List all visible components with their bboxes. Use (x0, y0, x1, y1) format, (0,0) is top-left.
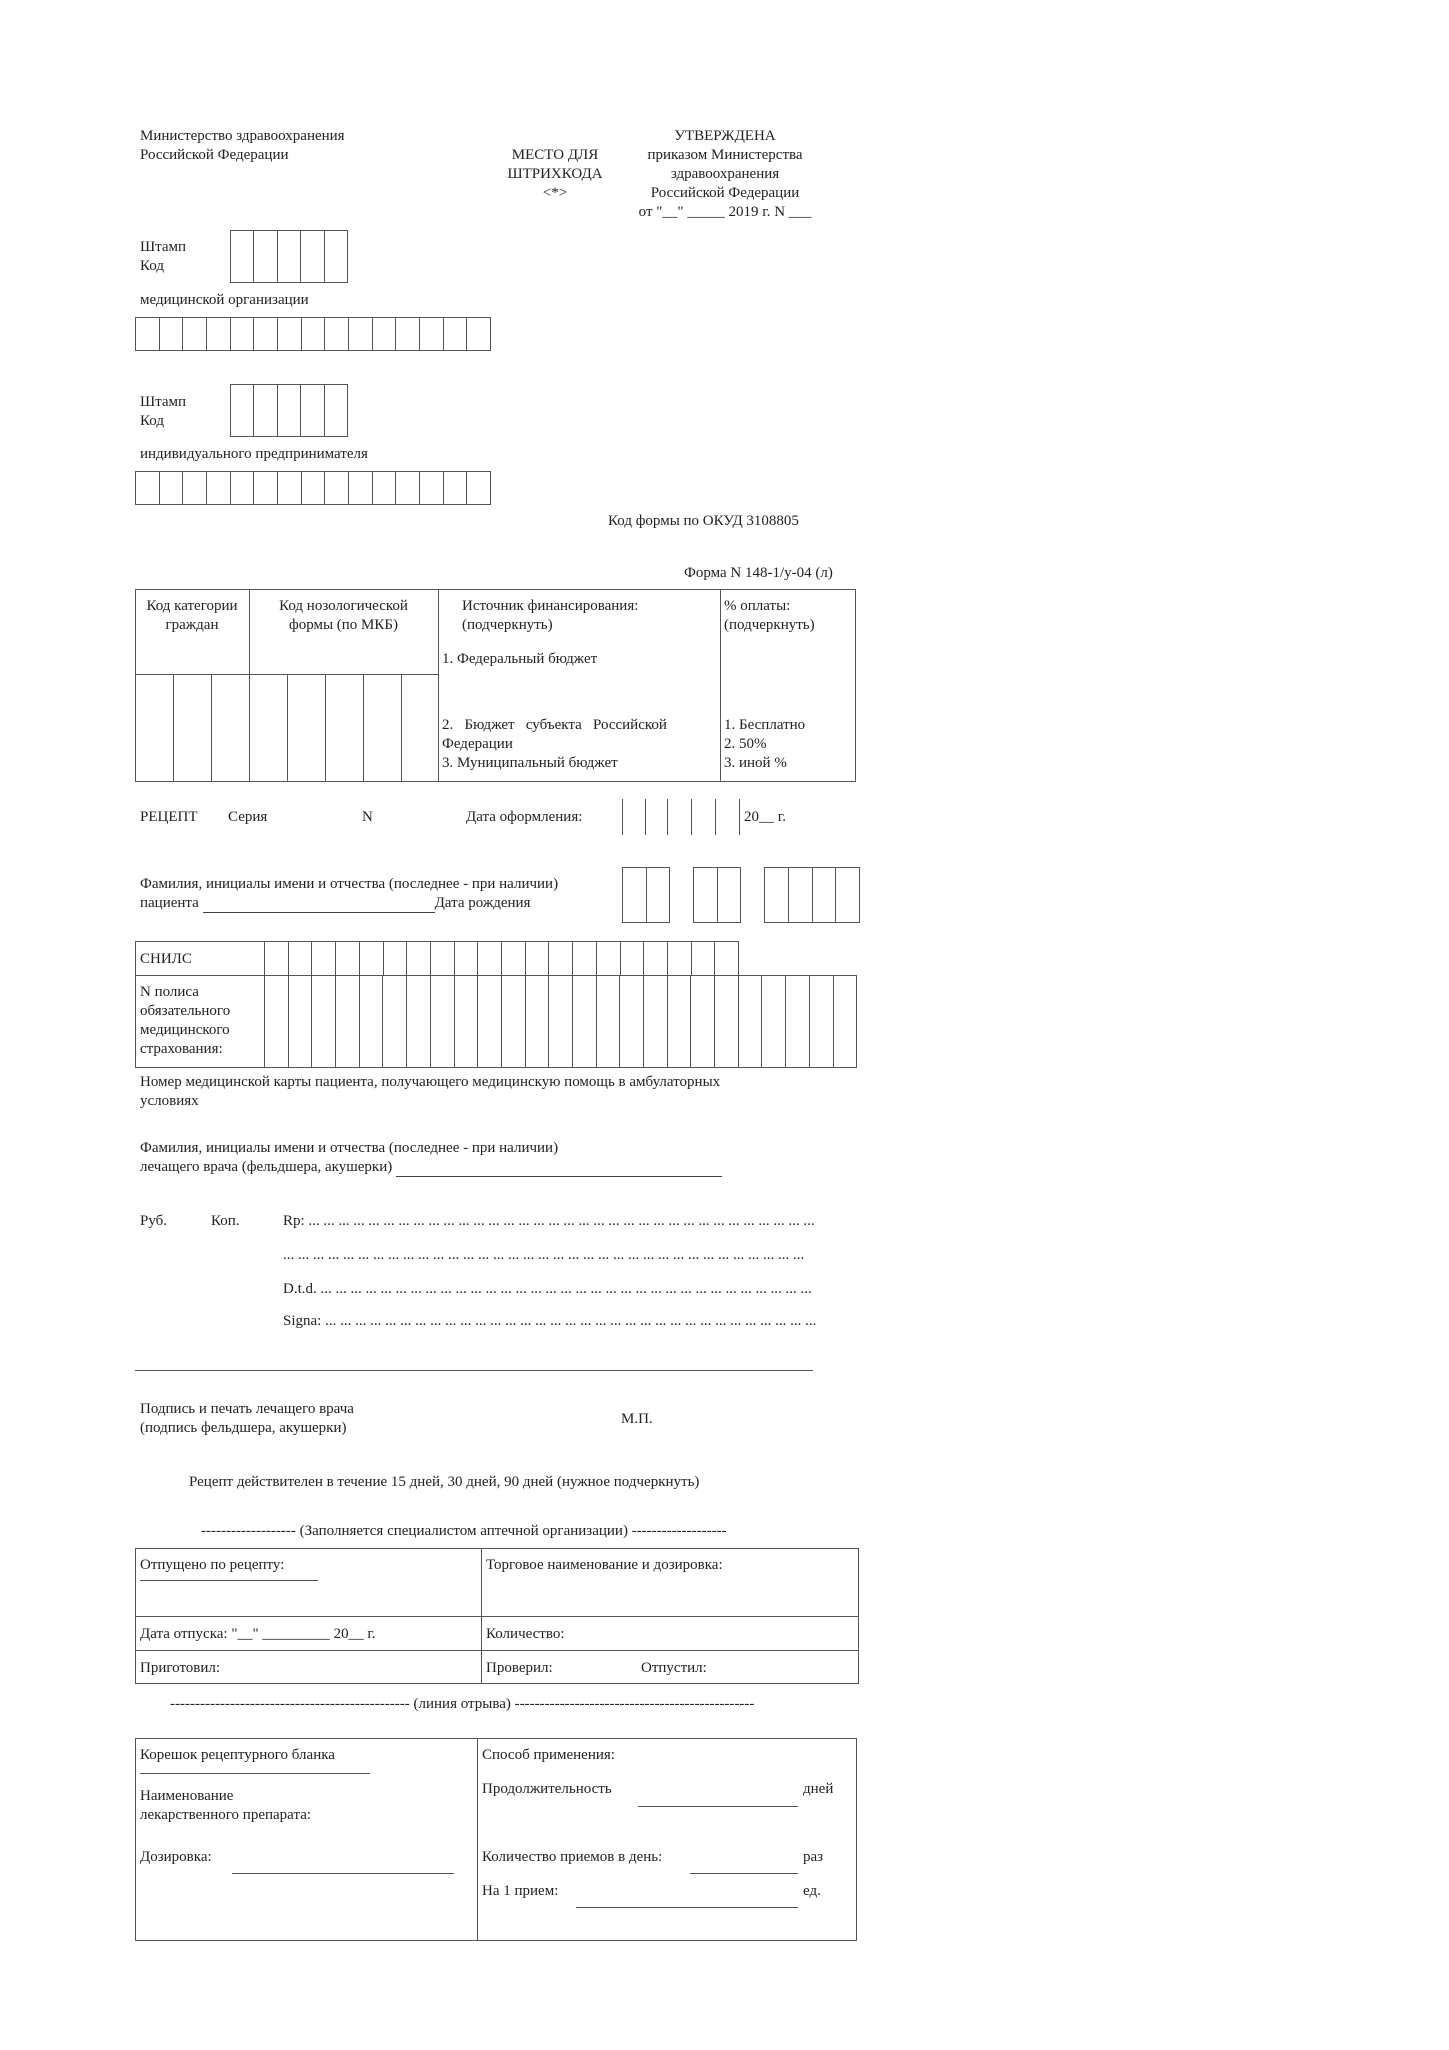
dosage-label: Дозировка: (140, 1849, 212, 1865)
med-card-label-line-2: условиях (140, 1093, 199, 1109)
patient-label: пациента (140, 895, 199, 911)
patient-name-row[interactable] (140, 894, 530, 913)
rx-divider (135, 1370, 813, 1371)
stub-title-underline (140, 1773, 370, 1774)
ip-code-boxes[interactable] (135, 471, 491, 505)
payment-header-line-2: (подчеркнуть) (724, 617, 815, 633)
doctor-name-label-line-1: Фамилия, инициалы имени и отчества (последнее - при наличии) (140, 1140, 559, 1156)
doctor-name-row (140, 1158, 722, 1177)
dosage-field[interactable] (232, 1873, 454, 1874)
times-per-day-label: Количество приемов в день: (482, 1849, 663, 1865)
duration-label: Продолжительность (482, 1781, 612, 1797)
barcode-place-line-1: МЕСТО ДЛЯ (511, 147, 599, 163)
rub-label: Руб. (140, 1213, 168, 1229)
times-per-day-field[interactable] (690, 1873, 798, 1874)
funding-header-line-1: Источник финансирования: (462, 598, 639, 614)
prepared-label: Приготовил: (140, 1660, 221, 1676)
payment-option-free[interactable]: 1. Бесплатно (724, 717, 806, 733)
payment-option-other[interactable]: 3. иной % (724, 755, 787, 771)
trade-name-label: Торговое наименование и дозировка: (486, 1557, 723, 1573)
nosology-header-line-1: Код нозологической (279, 598, 408, 614)
nosology-header-line-2: формы (по МКБ) (288, 617, 399, 633)
payment-option-50[interactable]: 2. 50% (724, 736, 767, 752)
patient-name-label: Фамилия, инициалы имени и отчества (последнее - при наличии) (140, 876, 559, 892)
patient-name-field[interactable] (203, 898, 435, 913)
form-number: Форма N 148-1/у-04 (л) (684, 565, 833, 581)
approved-line-4: Российской Федерации (650, 185, 800, 201)
birth-month-boxes[interactable] (693, 867, 741, 923)
duration-field[interactable] (638, 1806, 798, 1807)
drug-name-label-line-1: Наименование (140, 1788, 234, 1804)
approved-line-5: от "__" _____ 2019 г. N ___ (638, 204, 812, 220)
funding-option-federal[interactable]: 1. Федеральный бюджет (442, 651, 598, 667)
birth-day-boxes[interactable] (622, 867, 670, 923)
snils-label: СНИЛС (140, 951, 192, 967)
birth-year-boxes[interactable] (764, 867, 860, 923)
polis-label-line-1: N полиса (140, 984, 199, 1000)
med-org-code-boxes[interactable] (135, 317, 491, 351)
birth-date-label: Дата рождения (434, 895, 531, 911)
okud-code: Код формы по ОКУД 3108805 (608, 513, 799, 529)
approved-line-3: здравоохранения (670, 166, 780, 182)
dispensed-label: Отпущено по рецепту: (140, 1557, 285, 1573)
stub-table (135, 1738, 857, 1941)
barcode-place-line-3: <*> (542, 185, 568, 201)
stamp-med-code-boxes[interactable] (230, 230, 348, 283)
doctor-signature-label-line-1: Подпись и печать лечащего врача (140, 1401, 354, 1417)
barcode-place-line-2: ШТРИХКОДА (507, 166, 603, 182)
category-header-line-1: Код категории (146, 598, 238, 614)
stamp-ip-label: Штамп (140, 394, 187, 410)
dose-unit: ед. (803, 1883, 821, 1899)
funding-option-municipal[interactable]: 3. Муниципальный бюджет (442, 755, 618, 771)
number-label: N (362, 809, 373, 825)
funding-option-regional[interactable]: 2. Бюджет субъекта Российской (442, 717, 667, 733)
doctor-name-field[interactable] (396, 1162, 722, 1177)
pharmacy-separator: ------------------- (Заполняется специалистом аптечной организации) ------------------- (201, 1523, 727, 1539)
quantity-label: Количество: (486, 1626, 565, 1642)
issue-date-label: Дата оформления: (466, 809, 583, 825)
series-label: Серия (228, 809, 268, 825)
approved-line-1: УТВЕРЖДЕНА (674, 128, 776, 144)
duration-unit: дней (803, 1781, 834, 1797)
signa-line[interactable]: Signa: ... ... ... ... ... ... ... ... ... ... ... ... ... ... ... ... ... ... ... ... ... ... ... ... ... ... ... ... ... ... ... ... ... (283, 1313, 817, 1329)
method-label: Способ применения: (482, 1747, 615, 1763)
snils-boxes[interactable] (264, 941, 739, 976)
polis-label-line-3: медицинского (140, 1022, 230, 1038)
rp-line[interactable]: Rp: ... ... ... ... ... ... ... ... ... ... ... ... ... ... ... ... ... ... ... ... ... ... ... ... ... ... ... ... ... ... ... ... ... ... (283, 1213, 815, 1229)
polis-boxes[interactable] (264, 975, 857, 1068)
ip-label: индивидуального предпринимателя (140, 446, 368, 462)
doctor-signature-label-line-2: (подпись фельдшера, акушерки) (140, 1420, 347, 1436)
polis-label-line-4: страхования: (140, 1041, 223, 1057)
dispensed-underline (140, 1580, 318, 1581)
drug-name-label-line-2: лекарственного препарата: (140, 1807, 312, 1823)
issue-year: 20__ г. (744, 809, 786, 825)
release-date-label[interactable]: Дата отпуска: "__" _________ 20__ г. (140, 1626, 376, 1642)
released-label: Отпустил: (641, 1660, 707, 1676)
per-dose-field[interactable] (576, 1907, 798, 1908)
stamp-med-code-label: Код (140, 258, 164, 274)
dtd-line[interactable]: D.t.d. ... ... ... ... ... ... ... ... ... ... ... ... ... ... ... ... ... ... ... ... ... ... ... ... ... ... ... ... ... ... ... ... ... (283, 1281, 812, 1297)
tear-line: ------------------------------------------------ (линия отрыва) ------------------------------------------------ (170, 1696, 755, 1712)
times-unit: раз (803, 1849, 824, 1865)
ministry-line-2: Российской Федерации (140, 147, 289, 163)
rp-continuation-line[interactable]: ... ... ... ... ... ... ... ... ... ... ... ... ... ... ... ... ... ... ... ... ... ... ... ... ... ... ... ... ... ... ... ... ... ... ... (283, 1247, 805, 1263)
checked-label: Проверил: (486, 1660, 553, 1676)
med-org-label: медицинской организации (140, 292, 309, 308)
stamp-ip-code-boxes[interactable] (230, 384, 348, 437)
stub-title: Корешок рецептурного бланка (140, 1747, 335, 1763)
recipe-label: РЕЦЕПТ (140, 809, 198, 825)
doctor-name-label-line-2: лечащего врача (фельдшера, акушерки) (140, 1159, 393, 1175)
polis-label-line-2: обязательного (140, 1003, 231, 1019)
funding-option-regional-cont: Федерации (442, 736, 513, 752)
stamp-ip-code-label: Код (140, 413, 164, 429)
issue-date-box[interactable] (622, 799, 623, 835)
payment-header-line-1: % оплаты: (724, 598, 791, 614)
kop-label: Коп. (211, 1213, 240, 1229)
category-header-line-2: граждан (165, 617, 219, 633)
med-card-label-line-1: Номер медицинской карты пациента, получающего медицинскую помощь в амбулаторных (140, 1074, 721, 1090)
stamp-place-label: М.П. (621, 1411, 653, 1427)
funding-header-line-2: (подчеркнуть) (462, 617, 553, 633)
ministry-line-1: Министерство здравоохранения (140, 128, 345, 144)
stamp-med-label: Штамп (140, 239, 187, 255)
validity-note: Рецепт действителен в течение 15 дней, 30 дней, 90 дней (нужное подчеркнуть) (189, 1474, 700, 1490)
approved-line-2: приказом Министерства (647, 147, 803, 163)
per-dose-label: На 1 прием: (482, 1883, 559, 1899)
